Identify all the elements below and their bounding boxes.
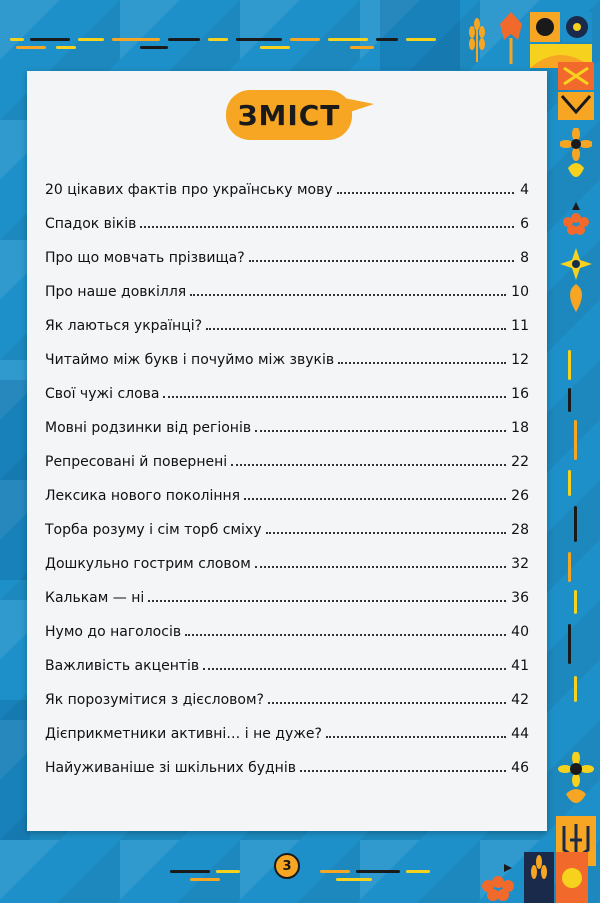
- viburnum-icon: [478, 862, 518, 903]
- toc-entry-title: Важливість акцентів: [45, 658, 200, 674]
- toc-entry[interactable]: [45, 572, 529, 606]
- toc-entry[interactable]: [45, 742, 529, 776]
- toc-leader-dots: [206, 328, 506, 330]
- toc-leader-dots: [148, 600, 506, 602]
- toc-entry-title: Свої чужі слова: [45, 386, 160, 402]
- toc-entry-page: 11: [511, 318, 529, 334]
- toc-entry-page: 22: [511, 454, 529, 470]
- toc-leader-dots: [268, 702, 506, 704]
- toc-entry-page: 16: [511, 386, 529, 402]
- toc-leader-dots: [190, 294, 506, 296]
- toc-entry[interactable]: [45, 266, 529, 300]
- toc-entry-page: 36: [511, 590, 529, 606]
- toc-leader-dots: [185, 634, 506, 636]
- toc-entry-page: 26: [511, 488, 529, 504]
- toc-entry-page: 46: [511, 760, 529, 776]
- toc-entry-page: 28: [511, 522, 529, 538]
- toc-entry-page: 41: [511, 658, 529, 674]
- toc-leader-dots: [163, 396, 506, 398]
- toc-entry-title: Як лаються українці?: [45, 318, 203, 334]
- sunflower-icon: [560, 128, 592, 186]
- toc-entry-title: Як порозумітися з дієсловом?: [45, 692, 264, 708]
- toc-entry[interactable]: [45, 334, 529, 368]
- wheat-icon: [460, 18, 494, 62]
- toc-entry-title: 20 цікавих фактів про українську мову: [45, 182, 333, 198]
- toc-entry[interactable]: [45, 606, 529, 640]
- background-shape: [380, 0, 460, 70]
- tulip-ornament-icon: [496, 10, 526, 64]
- toc-entry-page: 6: [520, 216, 529, 232]
- wheat-icon: [524, 852, 588, 903]
- toc-entry-page: 42: [511, 692, 529, 708]
- page-title: ЗМІСТ: [237, 98, 341, 132]
- toc-leader-dots: [255, 566, 506, 568]
- toc-entry-title: Читаймо між букв і почуймо між звуків: [45, 352, 335, 368]
- toc-entry[interactable]: [45, 708, 529, 742]
- toc-entry[interactable]: [45, 232, 529, 266]
- toc-leader-dots: [338, 362, 506, 364]
- toc-entry-title: Про наше довкілля: [45, 284, 187, 300]
- contents-title-bubble: [226, 90, 352, 140]
- toc-entry[interactable]: [45, 402, 529, 436]
- toc-entry-page: 10: [511, 284, 529, 300]
- toc-leader-dots: [266, 532, 507, 534]
- toc-entry-page: 18: [511, 420, 529, 436]
- toc-entry[interactable]: [45, 538, 529, 572]
- viburnum-icon: [560, 200, 592, 240]
- star-ornament-icon: [560, 248, 592, 312]
- toc-entry[interactable]: [45, 164, 529, 198]
- toc-entry-page: 32: [511, 556, 529, 572]
- toc-entry[interactable]: [45, 368, 529, 402]
- toc-entry-page: 44: [511, 726, 529, 742]
- background-shape: [0, 700, 30, 840]
- page-number-badge: 3: [274, 853, 300, 879]
- toc-entry[interactable]: [45, 674, 529, 708]
- toc-entry-page: 40: [511, 624, 529, 640]
- toc-leader-dots: [255, 430, 506, 432]
- geometric-ornament-icon: [558, 62, 594, 120]
- toc-entry[interactable]: [45, 198, 529, 232]
- toc-entry[interactable]: [45, 470, 529, 504]
- toc-entry[interactable]: [45, 436, 529, 470]
- toc-entry-title: Спадок віків: [45, 216, 137, 232]
- toc-entry-title: Дієприкметники активні… і не дуже?: [45, 726, 322, 742]
- toc-entry-page: 4: [520, 182, 529, 198]
- toc-leader-dots: [249, 260, 514, 262]
- toc-leader-dots: [244, 498, 506, 500]
- toc-entry-title: Калькам — ні: [45, 590, 145, 606]
- toc-entry[interactable]: [45, 640, 529, 674]
- toc-entry-title: Нумо до наголосів: [45, 624, 182, 640]
- toc-leader-dots: [326, 736, 506, 738]
- toc-entry-title: Мовні родзинки від регіонів: [45, 420, 252, 436]
- toc-entry-page: 8: [520, 250, 529, 266]
- toc-leader-dots: [203, 668, 506, 670]
- toc-entry-title: Дошкульно гострим словом: [45, 556, 251, 572]
- sunflower-icon: [558, 752, 594, 812]
- toc-entry-title: Про що мовчать прізвища?: [45, 250, 245, 266]
- toc-entry[interactable]: [45, 300, 529, 334]
- toc-leader-dots: [231, 464, 506, 466]
- toc-entry-title: Репресовані й повернені: [45, 454, 228, 470]
- toc-entry-page: 12: [511, 352, 529, 368]
- toc-leader-dots: [337, 192, 514, 194]
- toc-leader-dots: [300, 770, 506, 772]
- toc-entry-title: Найуживаніше зі шкільних буднів: [45, 760, 296, 776]
- toc-leader-dots: [140, 226, 514, 228]
- toc-entry[interactable]: [45, 504, 529, 538]
- star-ornament-icon: [530, 12, 592, 68]
- toc-entry-title: Торба розуму і сім торб сміху: [45, 522, 262, 538]
- toc-entry-title: Лексика нового покоління: [45, 488, 241, 504]
